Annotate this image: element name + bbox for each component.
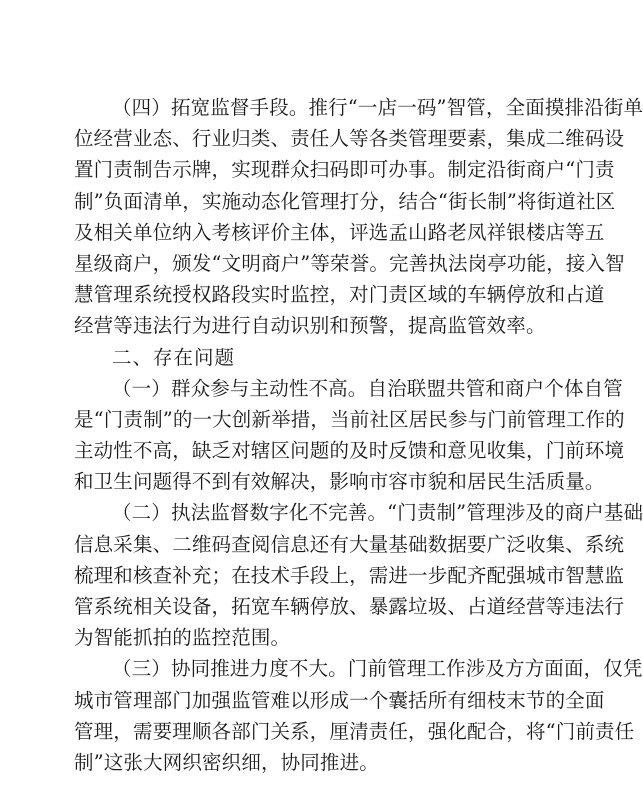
paragraph-4-line-4: 制”负面清单，实施动态化管理打分，结合“街长制”将街道社区 bbox=[74, 189, 616, 213]
paragraph-4-line-7: 慧管理系统授权路段实时监控，对门责区域的车辆停放和占道 bbox=[74, 283, 605, 307]
paragraph-4-line-1: （四）拓宽监督手段。推行“一店一码”智管，全面摸排沿街单 bbox=[112, 96, 643, 119]
problem-2-line-3: 梳理和核查补充；在技术手段上，需进一步配齐配强城市智慧监 bbox=[74, 563, 625, 587]
problem-1-line-3: 主动性不高，缺乏对辖区问题的及时反馈和意见收集，门前环境 bbox=[74, 439, 625, 463]
problem-3-line-1: （三）协同推进力度不大。门前管理工作涉及方方面面，仅凭 bbox=[112, 657, 643, 681]
paragraph-4-line-3: 置门责制告示牌，实现群众扫码即可办事。制定沿街商户“门责 bbox=[74, 158, 615, 182]
paragraph-4-line-8: 经营等违法行为进行自动识别和预警，提高监管效率。 bbox=[74, 314, 546, 338]
problem-2-line-2: 信息采集、二维码查阅信息还有大量基础数据要广泛收集、系统 bbox=[74, 532, 625, 556]
paragraph-4-line-6: 星级商户，颁发“文明商户”等荣誉。完善执法岗亭功能，接入智 bbox=[74, 251, 625, 275]
problem-1-line-1: （一）群众参与主动性不高。自治联盟共管和商户个体自管 bbox=[112, 376, 623, 400]
paragraph-4-line-5: 及相关单位纳入考核评价主体，评选孟山路老凤祥银楼店等五 bbox=[74, 220, 605, 244]
problem-3-line-2: 城市管理部门加强监管难以形成一个囊括所有细枝末节的全面 bbox=[74, 688, 605, 712]
problem-2-line-5: 为智能抓拍的监控范围。 bbox=[74, 626, 291, 650]
document-body bbox=[74, 92, 643, 778]
section-heading: 二、存在问题 bbox=[112, 345, 236, 369]
problem-2-line-1: （二）执法监督数字化不完善。“门责制”管理涉及的商户基础 bbox=[112, 501, 643, 525]
problem-1-line-2: 是“门责制”的一大创新举措，当前社区居民参与门前管理工作的 bbox=[74, 407, 625, 431]
problem-3-line-4: 制”这张大网织密织细，协同推进。 bbox=[74, 750, 379, 774]
problem-2-line-4: 管系统相关设备，拓宽车辆停放、暴露垃圾、占道经营等违法行 bbox=[74, 595, 625, 618]
paragraph-4-line-2: 位经营业态、行业归类、责任人等各类管理要素，集成二维码设 bbox=[74, 127, 625, 151]
problem-1-line-4: 和卫生问题得不到有效解决，影响市容市貌和居民生活质量。 bbox=[74, 470, 605, 494]
problem-3-line-3: 管理，需要理顺各部门关系，厘清责任，强化配合，将“门前责任 bbox=[74, 719, 635, 743]
